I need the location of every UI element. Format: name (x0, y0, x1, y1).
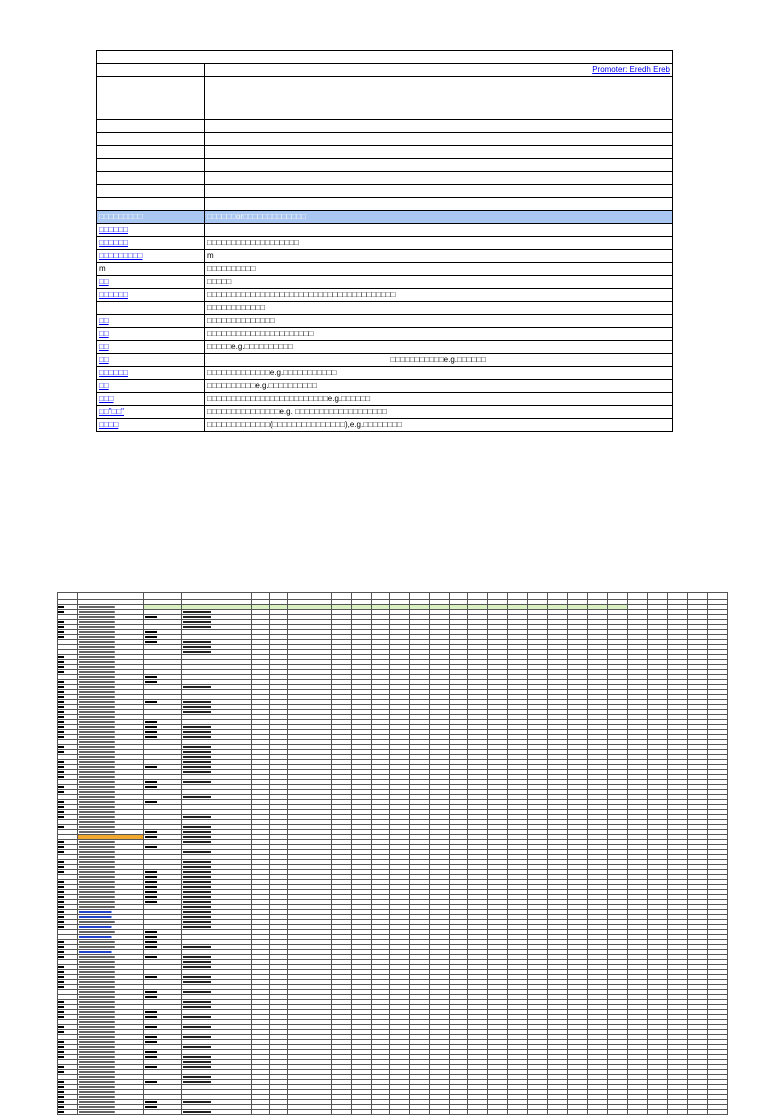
glossary-row (97, 341, 673, 354)
glossary-term[interactable]: □□□□□□ (97, 237, 205, 250)
blank-row-tall (97, 77, 673, 120)
blank-row (97, 198, 673, 211)
grid-cell (628, 1110, 648, 1115)
glossary-definition (205, 224, 673, 237)
grid-cell (528, 1110, 548, 1115)
grid-cell (508, 593, 528, 600)
glossary-term: m (97, 263, 205, 276)
grid-cell (450, 1110, 468, 1115)
glossary-definition: □□□□□□□□□□ (205, 263, 673, 276)
grid-cell (708, 1110, 728, 1115)
glossary-definition: □□□□□□□□□□□□□(□□□□□□□□□□□□□□□),e.g.□□□□□□□□ (205, 419, 673, 432)
grid-cell (648, 1110, 668, 1115)
glossary-term[interactable]: □□ (97, 315, 205, 328)
grid-cell (372, 1110, 390, 1115)
glossary-term[interactable]: □□□ (97, 393, 205, 406)
grid-row (58, 1110, 728, 1115)
glossary-definition: □□□□□□□□□□□□□□□□□□□□□□□□□□□□□□□□□□□□□□□ (205, 289, 673, 302)
grid-cell (78, 1110, 144, 1115)
glossary-term[interactable]: □□□□ (97, 419, 205, 432)
glossary-term[interactable]: □□□□□□ (97, 367, 205, 380)
grid-cell (548, 593, 568, 600)
grid-cell (648, 593, 668, 600)
glossary-body (97, 51, 673, 432)
grid-cell (58, 1110, 78, 1115)
glossary-row (97, 354, 673, 367)
grid-cell (270, 593, 288, 600)
grid-cell (430, 1110, 450, 1115)
grid-cell (252, 1110, 270, 1115)
grid-cell (332, 593, 352, 600)
grid-cell (410, 593, 430, 600)
glossary-row (97, 224, 673, 237)
grid-cell (372, 593, 390, 600)
glossary-row (97, 380, 673, 393)
blank-row (97, 185, 673, 198)
grid-cell (144, 593, 182, 600)
glossary-term[interactable]: □□ (97, 328, 205, 341)
glossary-definition: □□□□□□□□□□□□□□□□□□□ (205, 237, 673, 250)
grid-cell (288, 593, 332, 600)
glossary-row (97, 419, 673, 432)
grid-cell (488, 1110, 508, 1115)
blank-row (97, 133, 673, 146)
glossary-definition: □□□□□ (205, 276, 673, 289)
grid-row (58, 593, 728, 600)
grid-cell (668, 593, 688, 600)
glossary-row (97, 250, 673, 263)
promoter-link[interactable]: Promoter: Eredh Ereb (205, 64, 673, 77)
glossary-term[interactable]: □□ (97, 276, 205, 289)
grid-cell (468, 593, 488, 600)
grid-cell (410, 1110, 430, 1115)
grid-cell (528, 593, 548, 600)
glossary-definition: m (205, 250, 673, 263)
grid-cell (450, 593, 468, 600)
spreadsheet-body (58, 593, 728, 1115)
header-value: □□□□□□or□□□□□□□□□□□□□ (205, 211, 673, 224)
glossary-definition: □□□□□e.g.□□□□□□□□□□ (205, 341, 673, 354)
glossary-definition: □□□□□□□□□□□□□□□□□□□□□□ (205, 328, 673, 341)
glossary-term[interactable]: □□"□□" (97, 406, 205, 419)
grid-cell (58, 593, 78, 600)
blank-row (97, 146, 673, 159)
grid-cell (588, 1110, 608, 1115)
glossary-term[interactable]: □□□□□□□□□ (97, 250, 205, 263)
glossary-row (97, 393, 673, 406)
grid-cell (352, 593, 372, 600)
glossary-term[interactable]: □□□□□□ (97, 224, 205, 237)
promoter-row (97, 64, 673, 77)
grid-cell (390, 1110, 410, 1115)
grid-cell (588, 593, 608, 600)
glossary-row (97, 237, 673, 250)
blank-row (97, 120, 673, 133)
grid-cell (548, 1110, 568, 1115)
glossary-definition: □□□□□□□□□□e.g.□□□□□□□□□□ (205, 380, 673, 393)
grid-cell (568, 593, 588, 600)
grid-cell (78, 593, 144, 600)
grid-cell (182, 593, 252, 600)
grid-cell (628, 593, 648, 600)
blank-row (97, 172, 673, 185)
grid-cell (608, 1110, 628, 1115)
grid-cell (390, 593, 410, 600)
grid-cell (182, 1110, 252, 1115)
grid-cell (568, 1110, 588, 1115)
glossary-table (96, 50, 673, 432)
grid-cell (270, 1110, 288, 1115)
blank-row (97, 159, 673, 172)
glossary-row (97, 328, 673, 341)
grid-cell (508, 1110, 528, 1115)
glossary-term[interactable]: □□ (97, 341, 205, 354)
glossary-row (97, 289, 673, 302)
grid-cell (430, 593, 450, 600)
glossary-definition: □□□□□□□□□□□□ (205, 302, 673, 315)
grid-cell (352, 1110, 372, 1115)
glossary-row (97, 302, 673, 315)
header-row (97, 211, 673, 224)
grid-cell (608, 593, 628, 600)
glossary-row (97, 367, 673, 380)
glossary-definition: □□□□□□□□□□□□□□□e.g. □□□□□□□□□□□□□□□□□□□ (205, 406, 673, 419)
glossary-term[interactable]: □□ (97, 380, 205, 393)
glossary-definition: □□□□□□□□□□□□□e.g.□□□□□□□□□□□ (205, 367, 673, 380)
grid-cell (288, 1110, 332, 1115)
grid-cell (332, 1110, 352, 1115)
grid-cell (688, 1110, 708, 1115)
glossary-term[interactable]: □□□□□□ (97, 289, 205, 302)
glossary-definition: □□□□□□□□□□□□□□□□□□□□□□□□□e.g.□□□□□□ (205, 393, 673, 406)
title-row (97, 51, 673, 64)
grid-cell (252, 593, 270, 600)
grid-cell (688, 593, 708, 600)
grid-cell (668, 1110, 688, 1115)
grid-cell (488, 593, 508, 600)
glossary-row (97, 263, 673, 276)
glossary-row (97, 406, 673, 419)
spreadsheet-grid (57, 592, 728, 1115)
grid-cell (144, 1110, 182, 1115)
glossary-definition: □□□□□□□□□□□e.g.□□□□□□ (205, 354, 673, 367)
glossary-definition: □□□□□□□□□□□□□□ (205, 315, 673, 328)
glossary-row (97, 276, 673, 289)
header-key: □□□□□□□□□ (97, 211, 205, 224)
glossary-term (97, 302, 205, 315)
glossary-term[interactable]: □□ (97, 354, 205, 367)
glossary-row (97, 315, 673, 328)
grid-cell (468, 1110, 488, 1115)
grid-cell (708, 593, 728, 600)
